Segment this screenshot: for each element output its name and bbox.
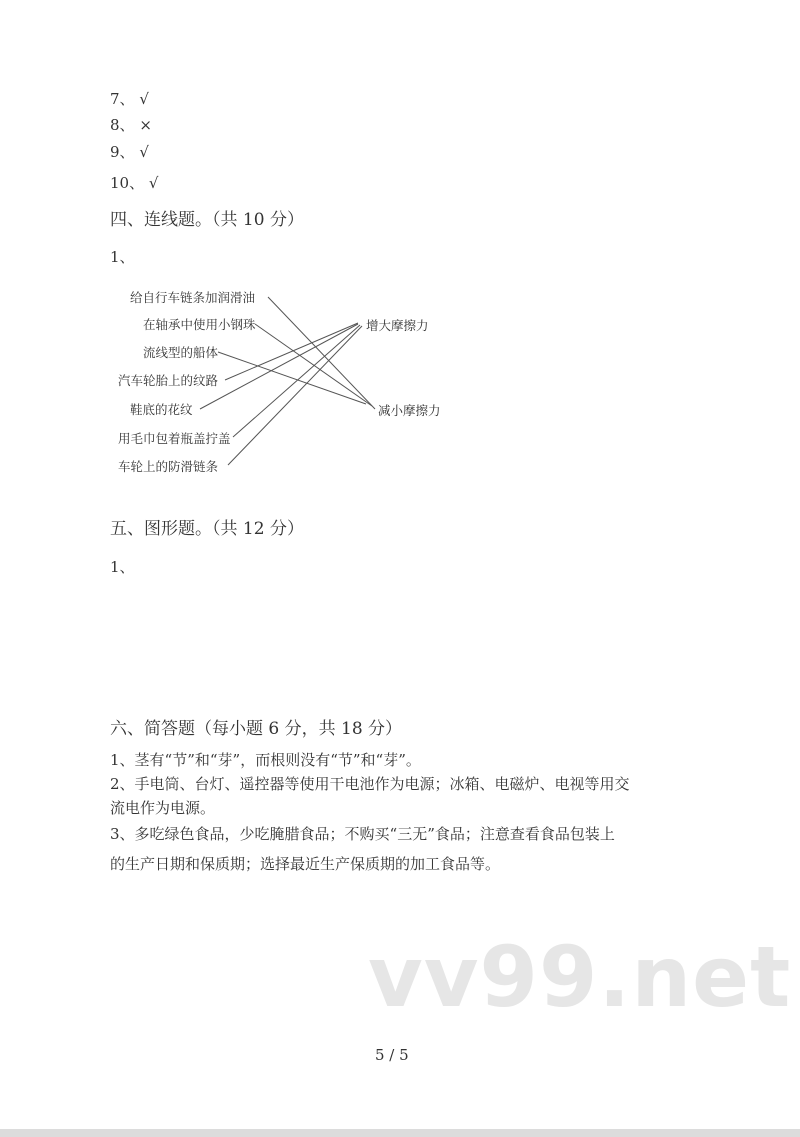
answer-line: 3、多吃绿色食品，少吃腌腊食品；不购买“三无”食品；注意查看食品包装上 [110,825,615,843]
left-item-7: 车轮上的防滑链条 [118,459,219,474]
answer-line: 的生产日期和保质期；选择最近生产保质期的加工食品等。 [110,855,501,873]
answer-mark: √ [139,90,149,108]
answer-num: 7、 [110,90,135,108]
answer-mark: × [139,116,152,134]
answer-mark: √ [148,174,159,192]
left-item-5: 鞋底的花纹 [130,402,193,417]
left-item-4: 汽车轮胎上的纹路 [118,373,219,388]
answer-num: 10、 [110,174,145,192]
answer-num: 8、 [110,116,135,134]
answer-line: 1、茎有“节”和“芽”，而根则没有“节”和“芽”。 [110,751,421,769]
answer-mark: √ [139,143,149,161]
section4-heading: 四、连线题。（共 10 分） [110,210,304,230]
answer-line: 流电作为电源。 [110,799,216,817]
page-bottom-edge [0,1129,800,1137]
page-number: 5 / 5 [375,1046,409,1064]
section4-q1: 1、 [110,248,135,266]
section5-q1: 1、 [110,558,135,576]
match-line [255,324,372,406]
watermark: vv99.net [368,928,792,1026]
left-item-1: 给自行车链条加润滑油 [130,290,256,305]
right-item-increase: 增大摩擦力 [366,318,429,333]
answer-line: 2、手电筒、台灯、遥控器等使用干电池作为电源；冰箱、电磁炉、电视等用交 [110,775,630,793]
left-item-3: 流线型的船体 [143,345,219,360]
section6-heading: 六、简答题（每小题 6 分，共 18 分） [110,719,403,739]
answer-num: 9、 [110,143,135,161]
left-item-2: 在轴承中使用小钢珠 [143,317,256,332]
left-item-6: 用毛巾包着瓶盖拧盖 [118,431,231,446]
section5-heading: 五、图形题。（共 12 分） [110,519,304,539]
right-item-decrease: 减小摩擦力 [378,403,441,418]
